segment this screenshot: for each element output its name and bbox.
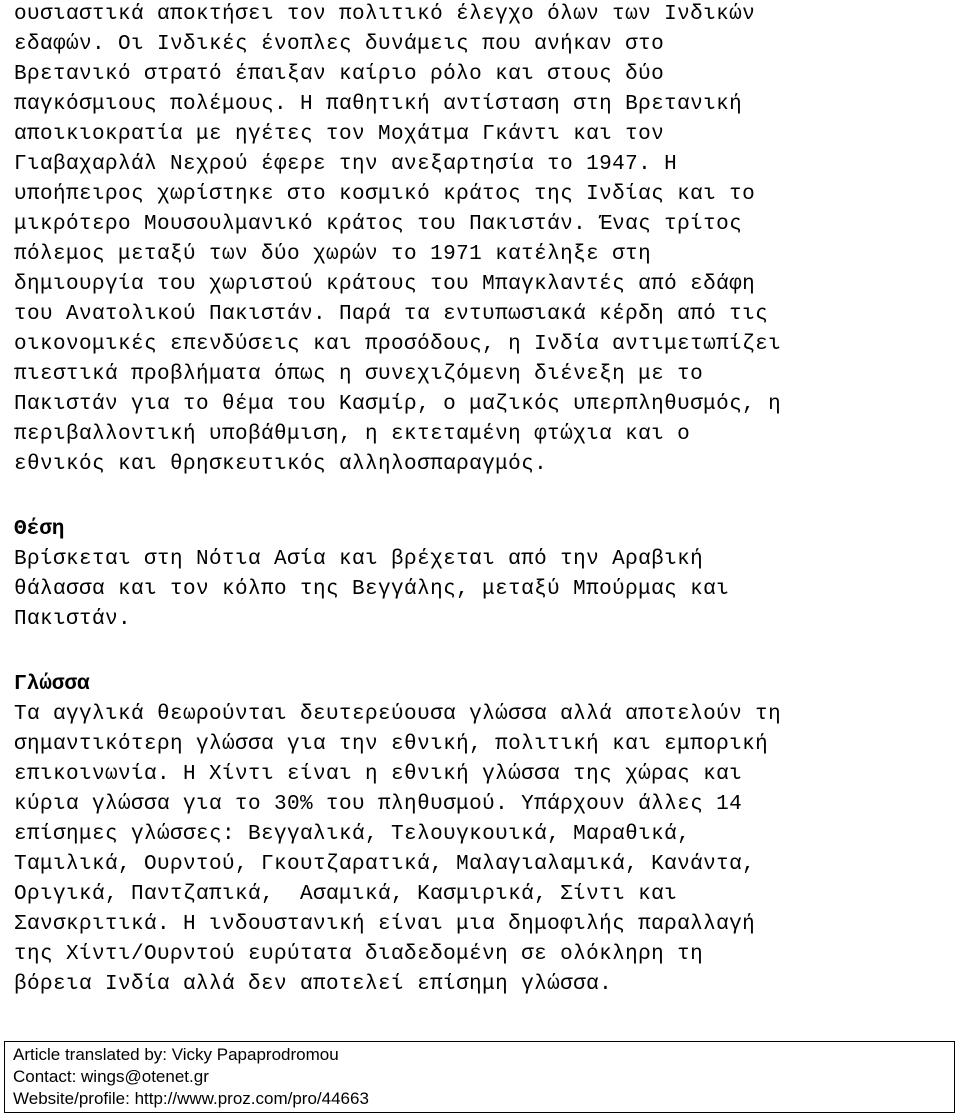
- text-line: της Χίντι/Ουρντού ευρύτατα διαδεδομένη σε ολόκληρη τη: [14, 943, 704, 966]
- contact-email: Contact: wings@otenet.gr: [13, 1067, 209, 1086]
- text-line: αποικιοκρατία με ηγέτες τον Μοχάτμα Γκάντι και τον: [14, 123, 665, 146]
- text-line: πόλεμος μεταξύ των δύο χωρών το 1971 κατέληξε στη: [14, 243, 652, 266]
- text-line: μικρότερο Μουσουλμανικό κράτος του Πακιστάν. Ένας τρίτος: [14, 213, 743, 236]
- text-line: πιεστικά προβλήματα όπως η συνεχιζόμενη διένεξη με το: [14, 363, 704, 386]
- text-line: θάλασσα και τον κόλπο της Βεγγάλης, μεταξύ Μπούρμας και: [14, 578, 730, 601]
- text-line: εδαφών. Οι Ινδικές ένοπλες δυνάμεις που ανήκαν στο: [14, 33, 665, 56]
- text-line: του Ανατολικού Πακιστάν. Παρά τα εντυπωσιακά κέρδη από τις: [14, 303, 769, 326]
- intro-paragraph: [14, 0, 954, 480]
- text-line: σημαντικότερη γλώσσα για την εθνική, πολιτική και εμπορική: [14, 733, 769, 756]
- text-line: Βρετανικό στρατό έπαιξαν καίριο ρόλο και στους δύο: [14, 63, 665, 86]
- text-line: βόρεια Ινδία αλλά δεν αποτελεί επίσημη γλώσσα.: [14, 973, 613, 996]
- text-line: Ταμιλικά, Ουρντού, Γκουτζαρατικά, Μαλαγιαλαμικά, Κανάντα,: [14, 853, 756, 876]
- text-line: ουσιαστικά αποκτήσει τον πολιτικό έλεγχο όλων των Ινδικών: [14, 3, 756, 26]
- text-line: Πακιστάν.: [14, 608, 132, 631]
- text-line: Τα αγγλικά θεωρούνται δευτερεύουσα γλώσσα αλλά αποτελούν τη: [14, 703, 782, 726]
- text-line: Πακιστάν για το θέμα του Κασμίρ, ο μαζικός υπερπληθυσμός, η: [14, 393, 782, 416]
- translator-footer-box: [4, 1041, 955, 1113]
- text-line: Γιαβαχαρλάλ Νεχρού έφερε την ανεξαρτησία το 1947. Η: [14, 153, 678, 176]
- translator-credit: Article translated by: Vicky Papaprodromou: [13, 1045, 339, 1064]
- section-spacer: [14, 480, 954, 515]
- text-line: περιβαλλοντική υποβάθμιση, η εκτεταμένη φτώχια και ο: [14, 423, 691, 446]
- location-section: [14, 515, 954, 635]
- text-line: εθνικός και θρησκευτικός αλληλοσπαραγμός.: [14, 453, 548, 476]
- text-line: Βρίσκεται στη Νότια Ασία και βρέχεται από την Αραβική: [14, 548, 704, 571]
- text-line: επικοινωνία. Η Χίντι είναι η εθνική γλώσσα της χώρας και: [14, 763, 743, 786]
- text-line: Σανσκριτικά. Η ινδουστανική είναι μια δημοφιλής παραλλαγή: [14, 913, 756, 936]
- text-line: υποήπειρος χωρίστηκε στο κοσμικό κράτος της Ινδίας και το: [14, 183, 756, 206]
- text-line: Οριγικά, Παντζαπικά, Ασαμικά, Κασμιρικά, Σίντι και: [14, 883, 678, 906]
- document-body: [14, 0, 954, 1000]
- section-spacer: [14, 635, 954, 670]
- text-line: παγκόσμιους πολέμους. Η παθητική αντίσταση στη Βρετανική: [14, 93, 743, 116]
- language-heading: Γλώσσα: [14, 673, 90, 696]
- text-line: επίσημες γλώσσες: Βεγγαλικά, Τελουγκουικά, Μαραθικά,: [14, 823, 691, 846]
- language-section: [14, 670, 954, 1000]
- location-heading: Θέση: [14, 518, 65, 541]
- text-line: οικονομικές επενδύσεις και προσόδους, η Ινδία αντιμετωπίζει: [14, 333, 782, 356]
- website-profile-link[interactable]: Website/profile: http://www.proz.com/pro/44663: [13, 1089, 369, 1108]
- text-line: δημιουργία του χωριστού κράτους του Μπαγκλαντές από εδάφη: [14, 273, 756, 296]
- text-line: κύρια γλώσσα για το 30% του πληθυσμού. Υπάρχουν άλλες 14: [14, 793, 743, 816]
